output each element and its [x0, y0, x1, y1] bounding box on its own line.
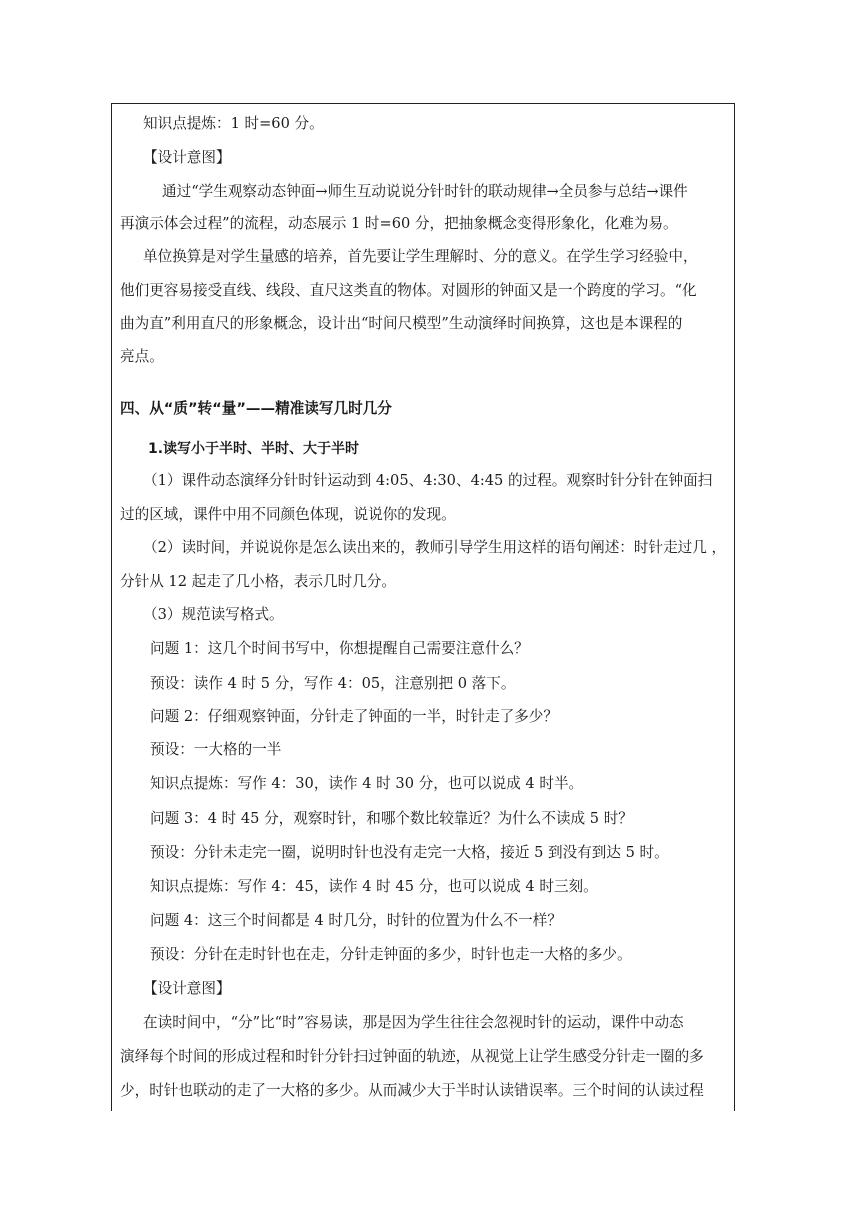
answer-line: 预设：分针未走完一圈，说明时针也没有走完一大格，接近 5 到没有到达 5 时。	[150, 844, 669, 861]
design-intent-label: 【设计意图】	[143, 980, 231, 997]
paragraph-line: （1）课件动态演绎分针时针运动到 4:05、4:30、4:45 的过程。观察时针分针在钟面扫	[143, 472, 713, 489]
knowledge-point-text: 知识点提炼：写作 4：30，读作 4 时 30 分，也可以说成 4 时半。	[150, 775, 584, 792]
paragraph-line: 亮点。	[120, 348, 164, 365]
subsection-heading: 1.读写小于半时、半时、大于半时	[148, 441, 360, 457]
paragraph-line: 通过“学生观察动态钟面→师生互动说说分针时针的联动规律→全员参与总结→课件	[162, 183, 688, 200]
knowledge-point-text: 知识点提炼：1 时=60 分。	[143, 115, 324, 132]
paragraph-line: （2）读时间，并说说你是怎么读出来的，教师引导学生用这样的语句阐述：时针走过几 ，	[143, 539, 727, 556]
paragraph-line: 单位换算是对学生量感的培养，首先要让学生理解时、分的意义。在学生学习经验中，	[143, 248, 698, 265]
paragraph-line: 再演示体会过程”的流程，动态展示 1 时=60 分，把抽象概念变得形象化，化难为易。	[120, 215, 678, 232]
answer-line: 预设：读作 4 时 5 分，写作 4：05，注意别把 0 落下。	[150, 675, 516, 692]
paragraph-line: （3）规范读写格式。	[143, 606, 284, 623]
answer-line: 预设：一大格的一半	[150, 741, 282, 758]
design-intent-label: 【设计意图】	[143, 149, 231, 166]
question-line: 问题 4：这三个时间都是 4 时几分，时针的位置为什么不一样？	[150, 912, 562, 929]
paragraph-line: 少，时针也联动的走了一大格的多少。从而减少大于半时认读错误率。三个时间的认读过程	[120, 1082, 704, 1099]
paragraph-line: 分针从 12 起走了几小格，表示几时几分。	[120, 573, 396, 590]
question-line: 问题 1：这几个时间书写中，你想提醒自己需要注意什么？	[150, 640, 529, 657]
knowledge-point-text: 知识点提炼：写作 4：45，读作 4 时 45 分，也可以说成 4 时三刻。	[150, 878, 598, 895]
paragraph-line: 他们更容易接受直线、线段、直尺这类直的物体。对圆形的钟面又是一个跨度的学习。“化	[120, 282, 697, 299]
paragraph-line: 曲为直”利用直尺的形象概念，设计出“时间尺模型”生动演绎时间换算，这也是本课程的	[120, 315, 683, 332]
paragraph-line: 演绎每个时间的形成过程和时针分针扫过钟面的轨迹，从视觉上让学生感受分针走一圈的多	[120, 1048, 704, 1065]
answer-line: 预设：分针在走时针也在走，分针走钟面的多少，时针也走一大格的多少。	[150, 946, 632, 963]
paragraph-line: 过的区域，课件中用不同颜色体现，说说你的发现。	[120, 506, 456, 523]
paragraph-line: 在读时间中，“分”比“时”容易读，那是因为学生往往会忽视时针的运动，课件中动态	[143, 1014, 684, 1031]
question-line: 问题 2：仔细观察钟面，分针走了钟面的一半，时针走了多少？	[150, 708, 558, 725]
question-line: 问题 3：4 时 45 分，观察时针，和哪个数比较靠近？为什么不读成 5 时？	[150, 810, 633, 827]
section-heading: 四、从“质”转“量”——精准读写几时几分	[120, 400, 392, 417]
